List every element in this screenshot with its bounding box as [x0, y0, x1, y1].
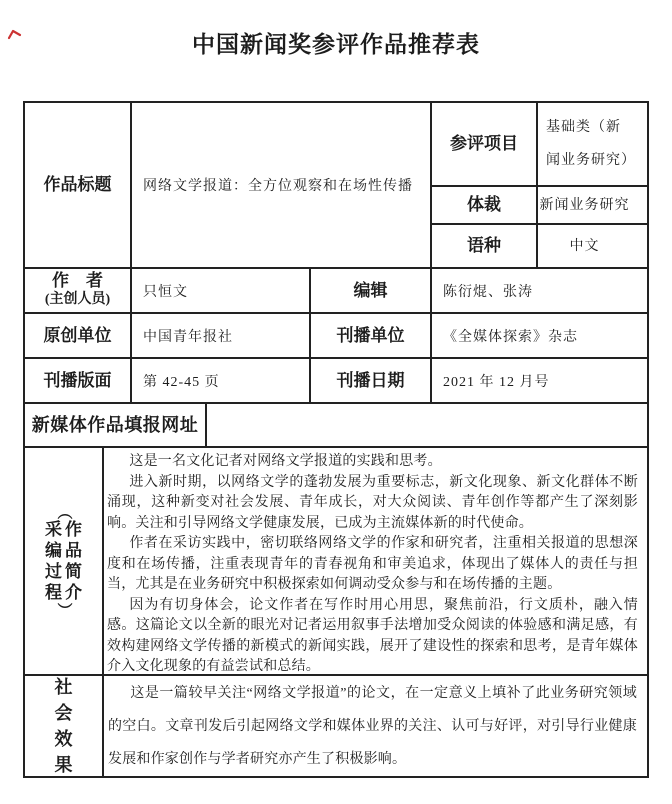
social-effect-label: [25, 676, 102, 776]
editor-value: 陈衍焜、张涛: [430, 269, 647, 312]
original-org-label: 原创单位: [43, 325, 112, 345]
author-value: 只恒文: [130, 269, 309, 312]
social-label-char: 效: [54, 729, 73, 749]
red-pen-mark-icon: [7, 29, 23, 42]
social-label-char: 社: [54, 677, 73, 697]
author-label: [25, 269, 130, 312]
row-author-editor: [25, 267, 647, 312]
intro-label-row: 程介: [45, 583, 85, 602]
new-media-url-label: 新媒体作品填报网址: [31, 414, 199, 435]
publish-page-value: 第 42-45 页: [130, 359, 309, 402]
row-work-title: [25, 103, 647, 267]
row-entry-item: [432, 103, 647, 185]
intro-paragraph: 进入新时期，以网络文学的蓬勃发展为重要标志，新文化现象、新文化群体不断涌现，这种新变对社会发展、青年成长，对大众阅读、青年创作等都产生了深刻影响。关注和引导网络文学健康发展，已成为主流媒体新的时代使命。: [107, 474, 638, 531]
author-label-main: 作 者: [52, 271, 103, 291]
publish-page-label: 刊播版面: [43, 370, 112, 390]
intro-label-row: 过简: [45, 562, 85, 581]
author-label-sub: (主创人员): [44, 292, 111, 308]
entry-item-label: 参评项目: [450, 134, 518, 154]
new-media-url-value: [205, 404, 647, 446]
social-effect-text: [102, 676, 647, 776]
page-title: 中国新闻奖参评作品推荐表: [192, 32, 480, 57]
publish-org-value: 《全媒体探索》杂志: [430, 314, 647, 357]
recommendation-form-table: [23, 101, 649, 778]
entry-info-column: [430, 103, 647, 267]
publish-org-label: 刊播单位: [309, 314, 430, 357]
intro-label: [25, 448, 102, 674]
editor-label: 编辑: [309, 269, 430, 312]
language-value: 中文: [536, 225, 647, 267]
intro-paragraph: 这是一名文化记者对网络文学报道的实践和思考。: [129, 454, 442, 469]
intro-paragraph: 作者在采访实践中，密切联络网络文学的作家和研究者，注重相关报道的思想深度和在场传播，注重表现青年的青春视角和审美追求，体现出了媒体人的责任与担当，尤其是在业务研究中积极探索如何调动受众参与和在场传播的主题。: [107, 536, 638, 592]
publish-date-label: 刊播日期: [309, 359, 430, 402]
row-genre: [432, 185, 647, 223]
language-label: 语种: [467, 236, 501, 256]
intro-label-row: 采作: [45, 520, 85, 539]
social-paragraph: 这是一篇较早关注“网络文学报道”的论文，在一定意义上填补了此业务研究领域的空白。文章刊发后引起网络文学和媒体业界的关注、认可与好评，对引导行业健康发展和作家创作与学者研究亦产生了积极影响。: [108, 685, 637, 767]
row-social-effect: [25, 674, 647, 776]
entry-item-value: 基础类（新闻业务研究）: [536, 103, 647, 185]
row-page-date: [25, 357, 647, 402]
row-orgs: [25, 312, 647, 357]
social-label-char: 果: [54, 755, 73, 775]
genre-label: 体裁: [467, 195, 501, 215]
row-new-media-url: [25, 402, 647, 446]
intro-label-open-paren: （: [55, 504, 72, 520]
genre-value: 新闻业务研究: [536, 187, 647, 223]
row-language: [432, 223, 647, 267]
intro-label-close-paren: ）: [55, 602, 72, 618]
social-label-char: 会: [54, 703, 73, 723]
original-org-value: 中国青年报社: [130, 314, 309, 357]
work-title-label: 作品标题: [43, 175, 112, 195]
work-title-value: 网络文学报道：全方位观察和在场性传播: [130, 103, 430, 267]
row-intro: [25, 446, 647, 674]
intro-text: [102, 448, 647, 674]
intro-paragraph: 因为有切身体会，论文作者在写作时用心用思，聚焦前沿，行文质朴，融入情感。这篇论文以全新的眼光对记者运用叙事手法增加受众阅读的体验感和满足感，有效构建网络文学传播的新模式的新闻实践，展开了建设性的探索和思考，是青年媒体介入文化现象的有益尝试和总结。: [107, 597, 638, 674]
publish-date-value: 2021 年 12 月号: [430, 359, 647, 402]
intro-label-row: 编品: [45, 541, 85, 560]
